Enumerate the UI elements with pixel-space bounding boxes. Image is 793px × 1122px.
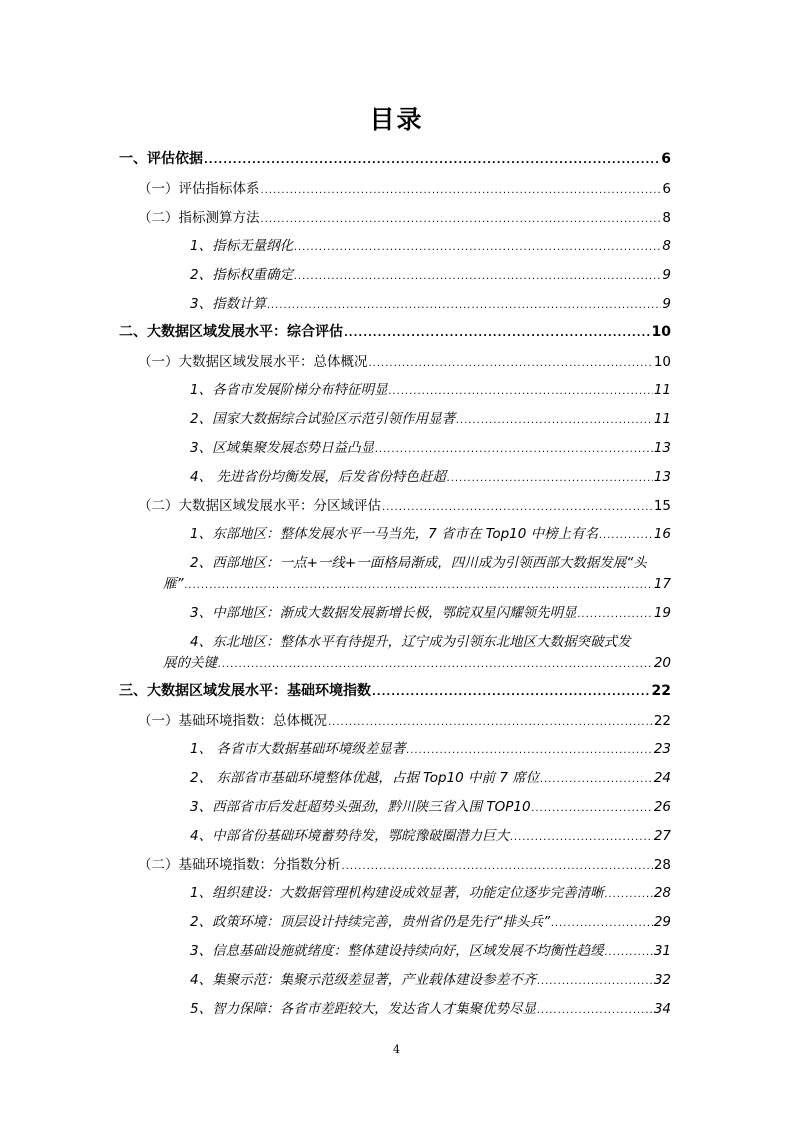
toc-entry-page: 15 xyxy=(653,498,671,514)
toc-entry-label: 三、大数据区域发展水平：基础环境指数 xyxy=(119,683,371,699)
toc-entry-section[interactable] xyxy=(138,494,671,514)
toc-entry-label: 4、 先进省份均衡发展，后发省份特色赶超 xyxy=(190,469,446,485)
toc-entry-subsection-line1[interactable]: 2、西部地区：一点+一线+一面格局渐成，四川成为引领西部大数据发展“头 xyxy=(190,555,647,571)
toc-entry-chapter-3[interactable] xyxy=(119,680,671,700)
dot-leader xyxy=(261,214,662,225)
dot-leader xyxy=(261,185,662,196)
toc-entry-page: 10 xyxy=(653,354,671,370)
toc-entry-page: 10 xyxy=(651,324,671,340)
toc-entry-subsection[interactable] xyxy=(190,407,671,427)
toc-entry-label: 1、各省市发展阶梯分布特征明显 xyxy=(190,382,388,398)
toc-entry-label: 2、指标权重确定 xyxy=(190,267,294,283)
toc-entry-label: 4、中部省份基础环境蓄势待发，鄂皖豫破圈潜力巨大 xyxy=(190,828,510,844)
toc-entry-page: 34 xyxy=(653,1001,671,1017)
toc-entry-page: 11 xyxy=(653,382,671,398)
dot-leader xyxy=(389,386,653,397)
toc-entry-subsection[interactable] xyxy=(190,939,671,959)
toc-entry-label: （二）指标测算方法 xyxy=(138,210,260,226)
dot-leader xyxy=(294,271,661,282)
toc-entry-page: 6 xyxy=(662,181,671,197)
toc-entry-subsection[interactable] xyxy=(190,263,671,283)
dot-leader xyxy=(375,444,653,455)
toc-entry-subsection[interactable] xyxy=(190,824,671,844)
dot-leader xyxy=(382,502,653,513)
dot-leader xyxy=(447,473,653,484)
toc-entry-label: （一）基础环境指数：总体概况 xyxy=(138,713,327,729)
toc-entry-page: 26 xyxy=(653,799,671,815)
toc-entry-page: 20 xyxy=(653,655,671,671)
toc-entry-page: 28 xyxy=(653,885,671,901)
toc-entry-page: 17 xyxy=(653,576,671,592)
dot-leader xyxy=(540,774,653,785)
toc-entry-subsection[interactable] xyxy=(190,795,671,815)
toc-entry-label: 展的关键 xyxy=(163,655,217,671)
dot-leader xyxy=(328,717,653,728)
dot-leader xyxy=(342,861,653,872)
toc-entry-page: 6 xyxy=(661,151,671,167)
toc-entry-label: 4、集聚示范：集聚示范级差显著，产业载体建设参差不齐 xyxy=(190,972,537,988)
dot-leader xyxy=(599,530,653,541)
toc-entry-label: 1、组织建设：大数据管理机构建设成效显著，功能定位逐步完善清晰 xyxy=(190,885,604,901)
toc-entry-subsection[interactable] xyxy=(190,737,671,757)
dot-leader xyxy=(267,300,661,311)
dot-leader xyxy=(372,687,651,698)
dot-leader xyxy=(369,358,653,369)
dot-leader xyxy=(406,745,652,756)
toc-entry-page: 9 xyxy=(662,267,671,283)
toc-entry-label: 1、指标无量纲化 xyxy=(190,238,294,254)
toc-entry-subsection[interactable] xyxy=(190,968,671,988)
dot-leader xyxy=(551,918,653,929)
toc-entry-page: 13 xyxy=(653,440,671,456)
toc-entry-subsection[interactable] xyxy=(190,378,671,398)
page-number: 4 xyxy=(393,1043,400,1056)
toc-entry-label: 3、西部省市后发赶超势头强劲，黔川陕三省入围 TOP10 xyxy=(190,799,531,815)
toc-entry-label: 3、信息基础设施就绪度：整体建设持续向好，区域发展不均衡性趋缓 xyxy=(190,943,604,959)
toc-entry-page: 16 xyxy=(653,526,671,542)
dot-leader xyxy=(537,976,653,987)
toc-entry-label: （二）基础环境指数：分指数分析 xyxy=(138,857,341,873)
toc-entry-label: 2、国家大数据综合试验区示范引领作用显著 xyxy=(190,411,456,427)
toc-entry-subsection[interactable] xyxy=(190,766,671,786)
toc-entry-page: 13 xyxy=(653,469,671,485)
toc-entry-subsection[interactable] xyxy=(190,601,671,621)
dot-leader xyxy=(510,832,653,843)
toc-entry-page: 27 xyxy=(653,828,671,844)
toc-entry-subsection[interactable] xyxy=(190,910,671,930)
toc-entry-chapter-1[interactable] xyxy=(119,148,671,168)
toc-entry-page: 24 xyxy=(653,770,671,786)
toc-entry-subsection-line1[interactable]: 4、东北地区：整体水平有待提升，辽宁成为引领东北地区大数据突破式发 xyxy=(190,634,631,650)
toc-entry-page: 31 xyxy=(653,943,671,959)
toc-entry-section[interactable] xyxy=(138,177,671,197)
dot-leader xyxy=(605,889,653,900)
dot-leader xyxy=(605,947,653,958)
toc-entry-label: 雁” xyxy=(163,576,184,592)
toc-entry-page: 8 xyxy=(662,238,671,254)
dot-leader xyxy=(456,415,653,426)
toc-entry-page: 9 xyxy=(662,296,671,312)
toc-entry-subsection[interactable] xyxy=(190,997,671,1017)
toc-entry-subsection[interactable] xyxy=(190,292,671,312)
toc-entry-page: 28 xyxy=(653,857,671,873)
toc-entry-label: （二）大数据区域发展水平：分区域评估 xyxy=(138,498,381,514)
dot-leader xyxy=(204,155,660,166)
toc-entry-page: 32 xyxy=(653,972,671,988)
dot-leader xyxy=(578,609,653,620)
dot-leader xyxy=(294,242,661,253)
toc-entry-subsection[interactable] xyxy=(190,436,671,456)
toc-entry-label: 5、智力保障：各省市差距较大，发达省人才集聚优势尽显 xyxy=(190,1001,537,1017)
toc-entry-page: 8 xyxy=(662,210,671,226)
toc-entry-label: 2、政策环境：顶层设计持续完善，贵州省仍是先行“排头兵” xyxy=(190,914,551,930)
toc-entry-label: 一、评估依据 xyxy=(119,151,203,167)
toc-entry-page: 22 xyxy=(651,683,671,699)
dot-leader xyxy=(344,328,651,339)
toc-entry-subsection[interactable] xyxy=(190,234,671,254)
toc-entry-page: 23 xyxy=(653,741,671,757)
toc-entry-label: 3、区域集聚发展态势日益凸显 xyxy=(190,440,375,456)
toc-entry-subsection[interactable] xyxy=(190,465,671,485)
toc-entry-label: （一）评估指标体系 xyxy=(138,181,260,197)
toc-entry-label: 二、大数据区域发展水平：综合评估 xyxy=(119,324,343,340)
toc-entry-chapter-2[interactable] xyxy=(119,321,671,341)
toc-entry-label: 3、中部地区：渐成大数据发展新增长极，鄂皖双星闪耀领先明显 xyxy=(190,605,577,621)
dot-leader xyxy=(537,1005,653,1016)
dot-leader xyxy=(532,803,653,814)
toc-entry-page: 29 xyxy=(653,914,671,930)
toc-title: 目录 xyxy=(369,105,424,134)
toc-entry-page: 22 xyxy=(653,713,671,729)
toc-entry-page: 11 xyxy=(653,411,671,427)
toc-entry-label: 1、 各省市大数据基础环境级差显著 xyxy=(190,741,406,757)
toc-entry-section[interactable] xyxy=(138,350,671,370)
toc-entry-section[interactable] xyxy=(138,853,671,873)
dot-leader xyxy=(218,659,653,670)
dot-leader xyxy=(185,580,653,591)
toc-entry-label: 1、东部地区：整体发展水平一马当先，7 省市在 Top10 中榜上有名 xyxy=(190,526,599,542)
toc-entry-section[interactable] xyxy=(138,206,671,226)
toc-entry-section[interactable] xyxy=(138,709,671,729)
toc-entry-label: 2、 东部省市基础环境整体优越，占据 Top10 中前 7 席位 xyxy=(190,770,540,786)
toc-entry-label: 3、指数计算 xyxy=(190,296,267,312)
toc-entry-subsection[interactable] xyxy=(190,522,671,542)
toc-entry-subsection[interactable] xyxy=(190,881,671,901)
toc-entry-label: （一）大数据区域发展水平：总体概况 xyxy=(138,354,368,370)
toc-entry-subsection-line2[interactable] xyxy=(163,651,671,671)
toc-entry-subsection-line2[interactable] xyxy=(163,572,671,592)
toc-entry-page: 19 xyxy=(653,605,671,621)
